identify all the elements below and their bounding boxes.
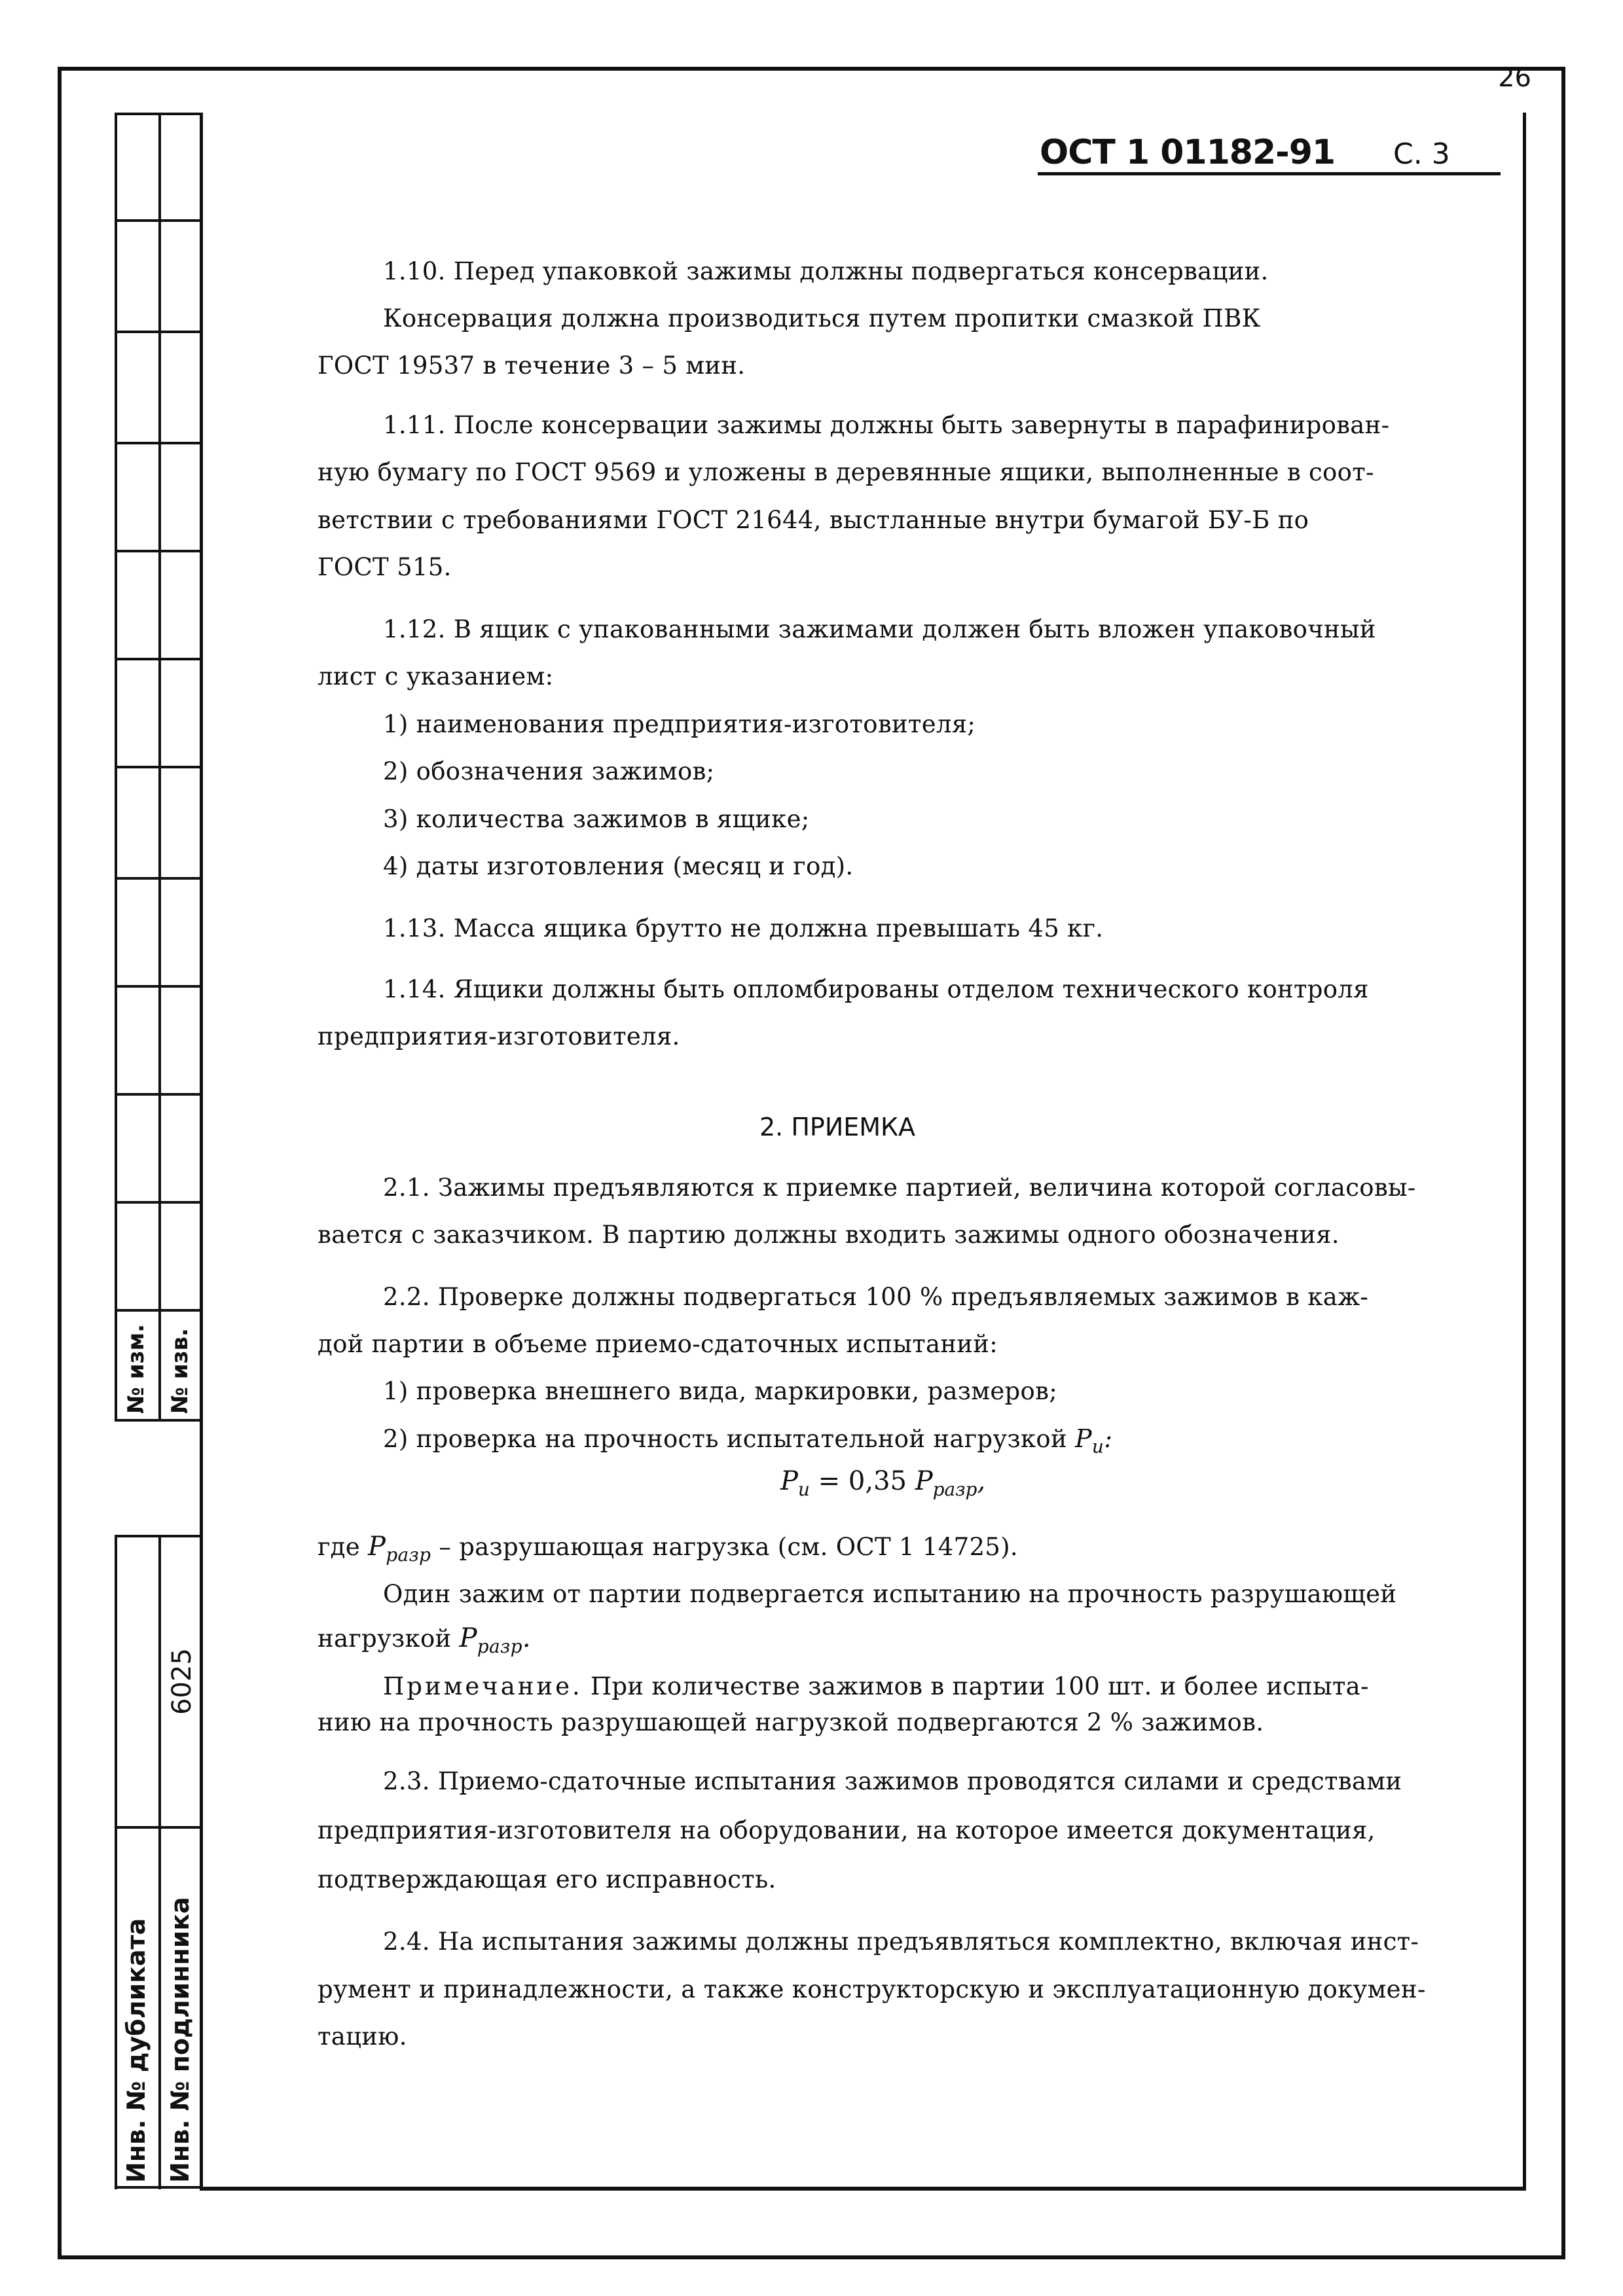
p2-2-line2: дой партии в объеме приемо-сдаточных испытаний: (318, 1330, 998, 1358)
p1-11-line1: 1.11. После консервации зажимы должны быть завернуты в парафинирован- (383, 411, 1390, 439)
p2-2-item2-text: 2) проверка на прочность испытательной нагрузкой (383, 1425, 1067, 1453)
formula-test-load: $P_и = 0,35$ $P_{разр}$, (780, 1466, 986, 1500)
p2-3-line1: 2.3. Приемо-сдаточные испытания зажимов проводятся силами и средствами (383, 1767, 1402, 1795)
p1-11-line2: ную бумагу по ГОСТ 9569 и уложены в деревянные ящики, выполненные в соот- (318, 458, 1374, 486)
p1-14-line2: предприятия-изготовителя. (318, 1022, 680, 1050)
p2-2-line4: нагрузкой $P_{разр}$. (318, 1623, 531, 1657)
section-2-title: 2. ПРИЕМКА (759, 1113, 916, 1141)
header-underline (1038, 172, 1501, 175)
p2-2-item1: 1) проверка внешнего вида, маркировки, размеров; (383, 1377, 1058, 1405)
p2-3-line3: подтверждающая его исправность. (318, 1865, 776, 1893)
stamp-orig-inv: Инв. № подлинника (166, 1897, 194, 2183)
stamp-dup-inv: Инв. № дубликата (122, 1918, 151, 2183)
p2-4-line1: 2.4. На испытания зажимы должны предъявляться комплектно, включая инст- (383, 1928, 1419, 1956)
document-code: ОСТ 1 01182-91 (1040, 133, 1336, 172)
stamp-orig-inv-value: 6025 (167, 1648, 197, 1715)
p1-12-line2: лист с указанием: (318, 662, 554, 691)
note-label: Примечание. (383, 1672, 583, 1700)
p2-1-line1: 2.1. Зажимы предъявляются к приемке партией, величина которой согласовы- (383, 1174, 1416, 1202)
p1-13: 1.13. Масса ящика брутто не должна превышать 45 кг. (383, 914, 1104, 942)
p1-10-line1: 1.10. Перед упаковкой зажимы должны подвергаться консервации. (383, 257, 1269, 285)
p1-12-item4: 4) даты изготовления (месяц и год). (383, 852, 854, 880)
page-number: 26 (1498, 63, 1531, 93)
sheet-number: С. 3 (1393, 137, 1450, 171)
p1-12-item3: 3) количества зажимов в ящике; (383, 805, 810, 833)
note-line1: Примечание. При количестве зажимов в партии 100 шт. и более испыта- (383, 1672, 1369, 1700)
p1-10-line2: Консервация должна производиться путем пропитки смазкой ПВК (383, 304, 1261, 332)
note-line2: нию на прочность разрушающей нагрузкой подвергаются 2 % зажимов. (318, 1708, 1264, 1736)
p2-3-line2: предприятия-изготовителя на оборудовании, на которое имеется документация, (318, 1816, 1376, 1844)
p2-4-line2: румент и принадлежности, а также конструкторскую и эксплуатационную докумен- (318, 1975, 1426, 2003)
p1-10-line3: ГОСТ 19537 в течение 3 – 5 мин. (318, 351, 746, 380)
p2-2-item2 (383, 1424, 1112, 1458)
p2-2-line3: Один зажим от партии подвергается испытанию на прочность разрушающей (383, 1580, 1397, 1608)
p1-12-item1: 1) наименования предприятия-изготовителя; (383, 710, 976, 738)
p2-4-line3: тацию. (318, 2022, 407, 2051)
p1-11-line4: ГОСТ 515. (318, 553, 452, 581)
where-line: где $P_{разр}$ – разрушающая нагрузка (см. ОСТ 1 14725). (318, 1532, 1018, 1566)
p1-12-item2: 2) обозначения зажимов; (383, 757, 715, 785)
stamp-notice-no: № изв. (167, 1328, 193, 1414)
p2-1-line2: вается с заказчиком. В партию должны входить зажимы одного обозначения. (318, 1221, 1340, 1249)
p1-14-line1: 1.14. Ящики должны быть опломбированы отделом технического контроля (383, 975, 1369, 1003)
p2-2-line1: 2.2. Проверке должны подвергаться 100 % предъявляемых зажимов в каж- (383, 1283, 1369, 1311)
p1-11-line3: ветствии с требованиями ГОСТ 21644, выстланные внутри бумагой БУ-Б по (318, 506, 1309, 534)
p2-2-item2-symbol: $P_и$: (1074, 1424, 1113, 1458)
stamp-change-no: № изм. (123, 1323, 149, 1414)
p1-12-line1: 1.12. В ящик с упакованными зажимами должен быть вложен упаковочный (383, 615, 1376, 643)
